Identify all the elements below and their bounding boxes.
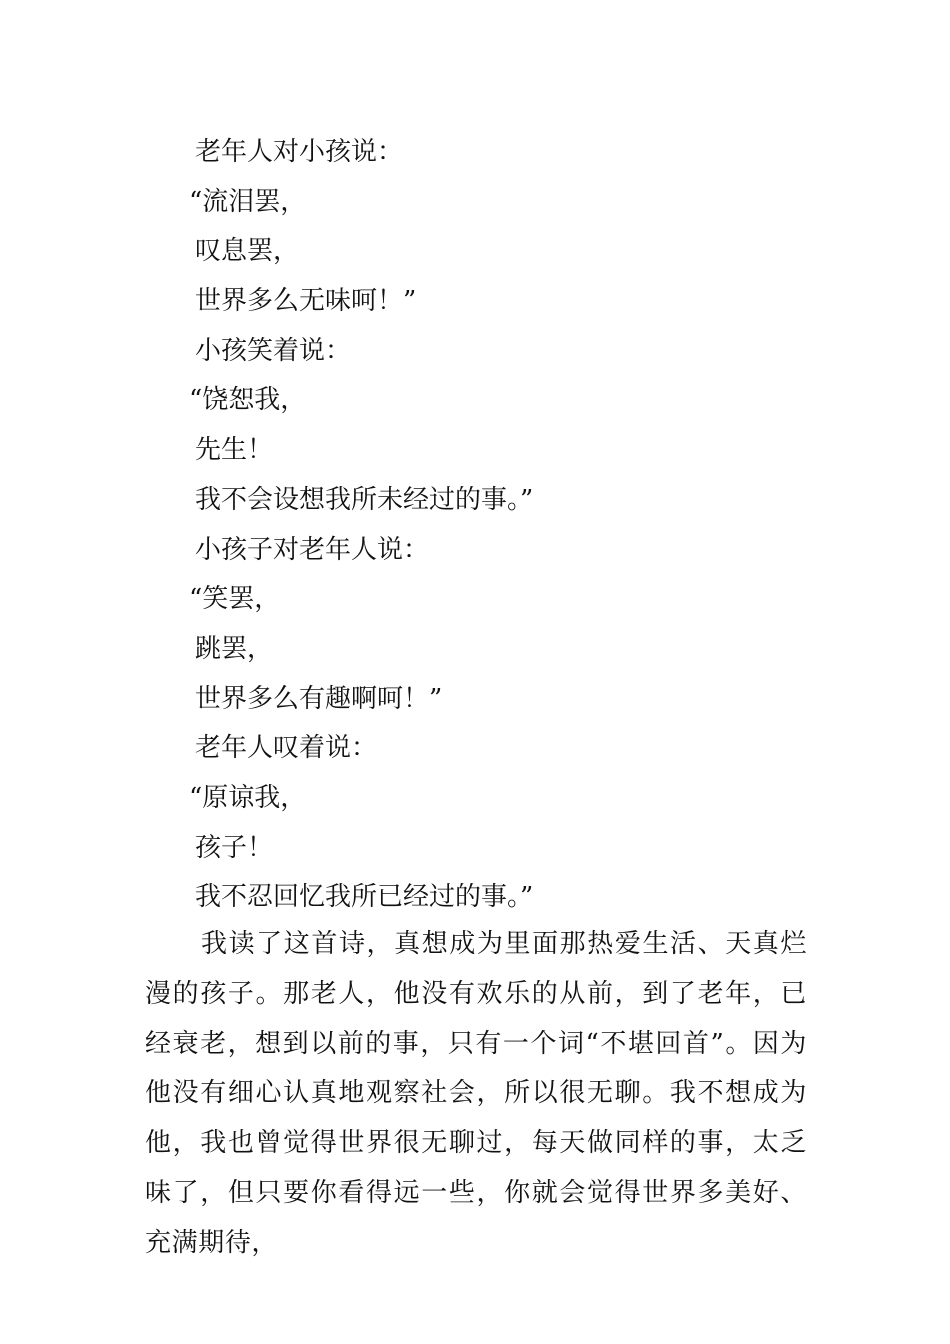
- poem-line: “饶恕我，: [189, 385, 307, 416]
- poem-line: 先生！: [195, 435, 274, 466]
- poem-line: 小孩笑着说：: [195, 335, 352, 366]
- poem-line: 小孩子对老年人说：: [195, 534, 430, 565]
- poem-line: “原谅我，: [189, 782, 307, 813]
- poem-line: “笑罢，: [189, 584, 281, 615]
- poem-line: 我不忍回忆我所已经过的事。”: [195, 882, 534, 913]
- poem-line: “流泪罢，: [189, 186, 307, 217]
- reflection-paragraph: 我读了这首诗，真想成为里面那热爱生活、天真烂漫的孩子。那老人，他没有欢乐的从前，到了老年，已经衰老，想到以前的事，只有一个词“不堪回首”。因为他没有细心认真地观察社会，所以很无聊。我不想成为他，我也曾觉得世界很无聊过，每天做同样的事，太乏味了，但只要你看得远一些，你就会觉得世界多美好、充满期待，: [145, 929, 807, 1258]
- poem-line: 叹息罢，: [195, 236, 300, 267]
- poem-line: 世界多么无味呵！”: [195, 286, 417, 317]
- poem: [189, 128, 835, 923]
- poem-line: 老年人叹着说：: [195, 733, 378, 764]
- poem-line: 世界多么有趣啊呵！”: [195, 683, 443, 714]
- poem-line: 我不会设想我所未经过的事。”: [195, 484, 534, 515]
- poem-line: 老年人对小孩说：: [195, 137, 404, 167]
- poem-line: 跳罢，: [195, 633, 274, 664]
- poem-line: 孩子！: [195, 832, 274, 863]
